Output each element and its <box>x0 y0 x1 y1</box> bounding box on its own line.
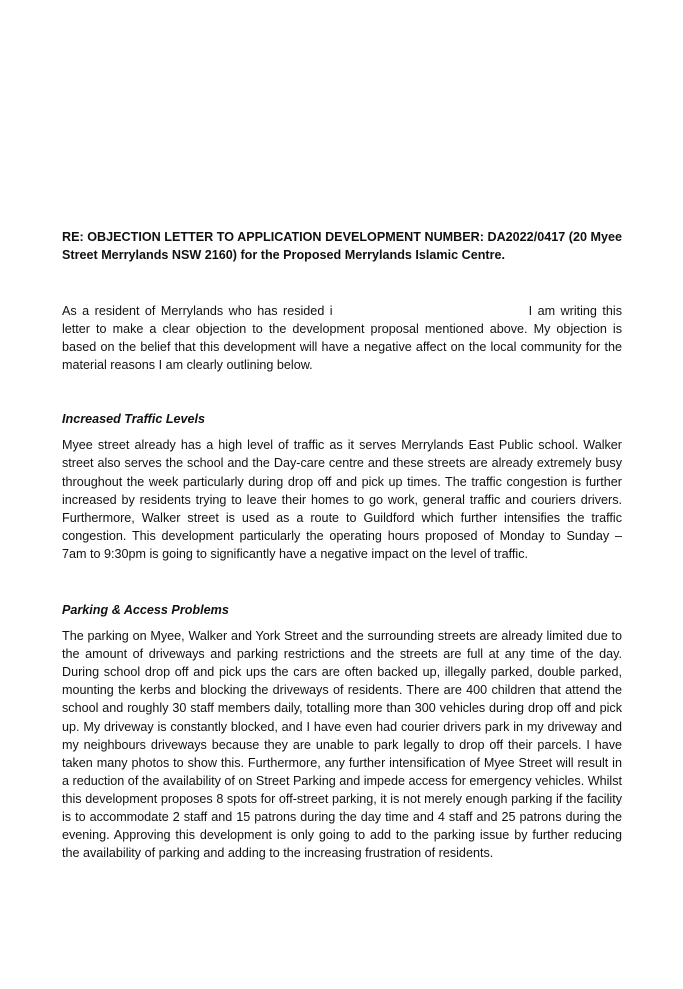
intro-text-rest: I am writing this letter to make a clear objection to the development proposal mentioned above. My objection is based on the belief that this development will have a negative affect on the local community for the material reasons I am clearly outlining below. <box>62 304 622 373</box>
intro-text-start: As a resident of Merrylands who has resided i <box>62 304 333 318</box>
letter-body <box>62 228 622 862</box>
section-heading-traffic: Increased Traffic Levels <box>62 412 206 427</box>
section-body-traffic: Myee street already has a high level of traffic as it serves Merrylands East Public school. Walker street also serves the school and the Day-care centre and these streets are already extremely busy throughout the week particularly during drop off and pick up times. The traffic congestion is further increased by residents trying to leave their homes to go work, general traffic and couriers drivers. Furthermore, Walker street is used as a route to Guildford which further intensifies the traffic congestion. This development particularly the operating hours proposed of Monday to Sunday – 7am to 9:30pm is going to significantly have a negative impact on the level of traffic. <box>62 438 622 561</box>
section-heading-parking: Parking & Access Problems <box>62 603 229 618</box>
letter-title: RE: OBJECTION LETTER TO APPLICATION DEVELOPMENT NUMBER: DA2022/0417 (20 Myee Street Merrylands NSW 2160) for the Proposed Merrylands Islamic Centre. <box>62 230 622 262</box>
intro-paragraph <box>62 302 622 374</box>
section-body-parking: The parking on Myee, Walker and York Street and the surrounding streets are already limited due to the amount of driveways and parking restrictions and the streets are full at any time of the day. During school drop off and pick ups the cars are often backed up, illegally parked, double parked, mounting the kerbs and blocking the driveways of residents. There are 400 children that attend the school and roughly 30 staff members daily, totalling more than 300 vehicles during drop off and pick up. My driveway is constantly blocked, and I have even had courier drivers park in my driveway and my neighbours driveways because they are unable to park legally to drop off their parcels. I have taken many photos to show this. Furthermore, any further intensification of Myee Street will result in a reduction of the availability of on Street Parking and impede access for emergency vehicles. Whilst this development proposes 8 spots for off-street parking, it is not merely enough parking if the facility is to accommodate 2 staff and 15 patrons during the day time and 4 staff and 25 patrons during the evening. Approving this development is only going to add to the parking issue by further reducing the availability of parking and adding to the increasing frustration of residents. <box>62 629 623 861</box>
